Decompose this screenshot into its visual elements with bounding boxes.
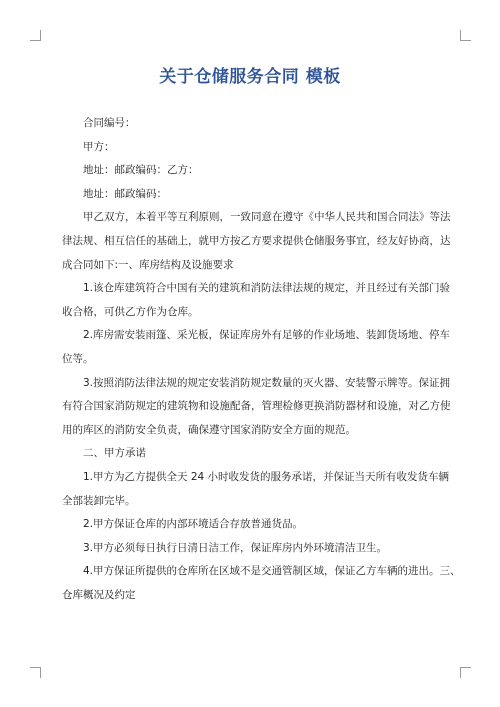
- address-line-a: 地址：邮政编码：乙方：: [83, 164, 199, 177]
- contract-number-line: 合同编号：: [83, 117, 136, 129]
- paragraph-line: 用的库区的消防安全负责，确保遵守国家消防安全方面的规范。: [62, 423, 356, 436]
- paragraph-line: 仓库概况及约定: [62, 588, 136, 601]
- page-corner-mark-top-left: [30, 30, 41, 41]
- paragraph-line: 甲乙双方，本着平等互利原则，一致同意在遵守《中华人民共和国合同法》等法: [83, 211, 451, 224]
- paragraph-line: 3.按照消防法律法规的规定安装消防规定数量的灭火器、安装警示牌等。保证拥: [83, 376, 451, 389]
- section-heading: 二、甲方承诺: [83, 447, 146, 460]
- address-line-b: 地址：邮政编码：: [83, 187, 167, 200]
- page-corner-mark-bottom-right: [460, 667, 471, 678]
- document-title: 关于仓储服务合同 模板: [159, 67, 341, 87]
- paragraph-line: 1.甲方为乙方提供全天 24 小时收发货的服务承诺，并保证当天所有收发货车辆: [83, 470, 450, 483]
- paragraph-line: 位等。: [62, 352, 94, 365]
- paragraph-line: 4.甲方保证所提供的仓库所在区域不是交通管制区域，保证乙方车辆的进出。三、: [83, 565, 461, 578]
- paragraph-line: 收合格，可供乙方作为仓库。: [62, 305, 199, 318]
- paragraph-line: 有符合国家消防规定的建筑物和设施配备，管理检修更换消防器材和设施，对乙方使: [62, 400, 451, 413]
- paragraph-line: 2.库房需安装雨篷、采光板，保证库房外有足够的作业场地、装卸货场地、停车: [83, 329, 451, 342]
- page-corner-mark-bottom-left: [30, 667, 41, 678]
- paragraph-line: 1.该仓库建筑符合中国有关的建筑和消防法律法规的规定，并且经过有关部门验: [83, 282, 451, 295]
- page-corner-mark-top-right: [460, 30, 471, 41]
- paragraph-line: 成合同如下:一、库房结构及设施要求: [62, 258, 234, 271]
- paragraph-line: 3.甲方必须每日执行日清日洁工作，保证库房内外环境清洁卫生。: [83, 541, 388, 554]
- paragraph-line: 律法规、相互信任的基础上，就甲方按乙方要求提供仓储服务事宜，经友好协商，达: [62, 234, 451, 247]
- paragraph-line: 全部装卸完毕。: [62, 494, 136, 507]
- document-body: [62, 112, 461, 607]
- party-a-line: 甲方：: [83, 140, 115, 153]
- paragraph-line: 2.甲方保证仓库的内部环境适合存放普通货品。: [83, 518, 304, 531]
